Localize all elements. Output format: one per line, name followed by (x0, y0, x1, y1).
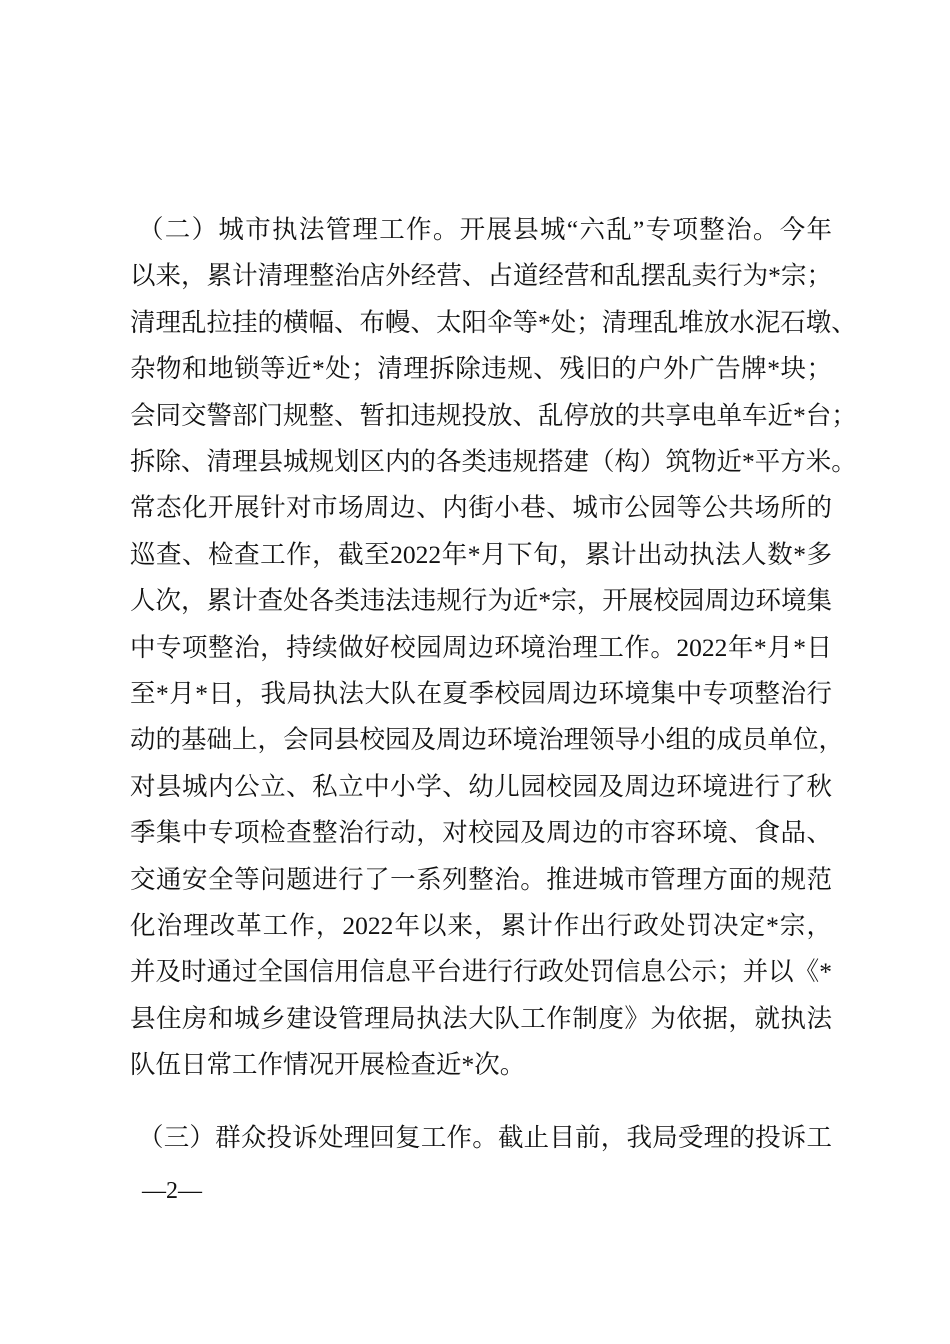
text-line: 化治理改革工作，2022年以来，累计作出行政处罚决定*宗， (130, 911, 832, 940)
text-line: 以来，累计清理整治店外经营、占道经营和乱摆乱卖行为*宗； (130, 261, 832, 291)
text-line: 队伍日常工作情况开展检查近*次。 (130, 1050, 526, 1080)
text-line: 巡查、检查工作，截至2022年*月下旬，累计出动执法人数*多 (130, 539, 832, 569)
page-number: —2— (142, 1178, 202, 1204)
text-line: （二）城市执法管理工作。开展县城“六乱”专项整治。今年 (138, 215, 832, 244)
text-line: 至*月*日，我局执法大队在夏季校园周边环境集中专项整治行 (130, 679, 832, 708)
text-line: 动的基础上，会同县校园及周边环境治理领导小组的成员单位， (130, 725, 845, 755)
text-line: 并及时通过全国信用信息平台进行行政处罚信息公示；并以《* (130, 957, 832, 987)
text-line: 常态化开展针对市场周边、内街小巷、城市公园等公共场所的 (130, 493, 832, 523)
text-line: 杂物和地锁等近*处；清理拆除违规、残旧的户外广告牌*块； (130, 354, 832, 384)
text-line: 清理乱拉挂的横幅、布幔、太阳伞等*处；清理乱堆放水泥石墩、 (130, 307, 857, 337)
text-line: 人次，累计查处各类违法违规行为近*宗，开展校园周边环境集 (130, 586, 832, 616)
text-line: 交通安全等问题进行了一系列整治。推进城市管理方面的规范 (130, 864, 832, 894)
text-line: 会同交警部门规整、暂扣违规投放、乱停放的共享电单车近*台； (130, 400, 857, 430)
text-line: 季集中专项检查整治行动，对校园及周边的市容环境、食品、 (130, 818, 832, 848)
text-line: 县住房和城乡建设管理局执法大队工作制度》为依据，就执法 (130, 1003, 832, 1033)
text-line: 中专项整治，持续做好校园周边环境治理工作。2022年*月*日 (130, 632, 832, 662)
text-line: 拆除、清理县城规划区内的各类违规搭建（构）筑物近*平方米。 (130, 447, 857, 476)
text-line: 对县城内公立、私立中小学、幼儿园校园及周边环境进行了秋 (130, 771, 832, 801)
text-line: （三）群众投诉处理回复工作。截止目前，我局受理的投诉工 (138, 1123, 832, 1152)
